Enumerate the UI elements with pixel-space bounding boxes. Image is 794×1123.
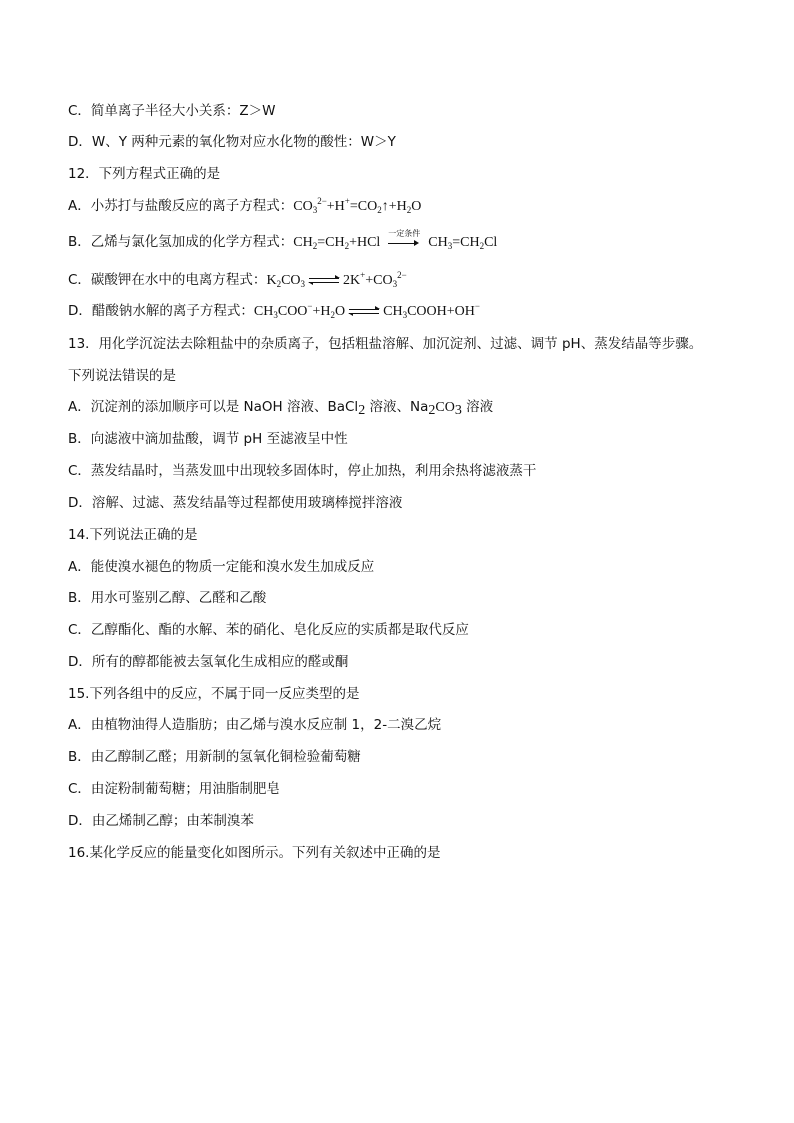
option-b-q13: B．向滤液中滴加盐酸，调节 pH 至滤液呈中性 (68, 431, 348, 447)
option-c-q15: C．由淀粉制葡萄糖；用油脂制肥皂 (68, 781, 280, 797)
question-13-continued: 下列说法错误的是 (68, 368, 176, 384)
question-16: 16.某化学反应的能量变化如图所示。下列有关叙述中正确的是 (68, 845, 441, 861)
option-d-q11: D．W、Y 两种元素的氧化物对应水化物的酸性：W＞Y (68, 134, 396, 150)
option-b-q14: B．用水可鉴别乙醇、乙醛和乙酸 (68, 590, 267, 606)
option-a-q13: A．沉淀剂的添加顺序可以是 NaOH 溶液、BaCl$_2$ 溶液、$Na_2CO_3$ 溶液 (68, 399, 494, 418)
option-b-q15: B．由乙醇制乙醛；用新制的氢氧化铜检验葡萄糖 (68, 749, 361, 765)
option-c-q14: C．乙醇酯化、酯的水解、苯的硝化、皂化反应的实质都是取代反应 (68, 622, 469, 638)
reaction-arrow-icon: 一定条件 (384, 235, 424, 249)
option-a-q15: A．由植物油得人造脂肪；由乙烯与溴水反应制 1，2-二溴乙烷 (68, 717, 442, 733)
option-d-q15: D．由乙烯制乙醇；由苯制溴苯 (68, 813, 254, 829)
equilibrium-arrow-icon (347, 306, 381, 316)
question-14: 14.下列说法正确的是 (68, 527, 198, 543)
option-a-q14: A．能使溴水褪色的物质一定能和溴水发生加成反应 (68, 559, 375, 575)
equilibrium-arrow-icon (307, 275, 341, 285)
option-c-q13: C．蒸发结晶时，当蒸发皿中出现较多固体时，停止加热，利用余热将滤液蒸干 (68, 463, 537, 479)
question-13: 13．用化学沉淀法去除粗盐中的杂质离子，包括粗盐溶解、加沉淀剂、过滤、调节 pH、蒸发结晶等步骤。 (68, 336, 703, 352)
question-15: 15.下列各组中的反应，不属于同一反应类型的是 (68, 686, 360, 702)
option-c-q12: C．碳酸钾在水中的电离方程式：$K_2CO_3$ $2K^++CO_3^{2-}$ (68, 270, 407, 289)
option-d-q14: D．所有的醇都能被去氢氧化生成相应的醛或酮 (68, 654, 349, 670)
option-d-q12: D．醋酸钠水解的离子方程式：$CH_3COO^-+H_2O$ $CH_3COOH+OH^-$ (68, 301, 480, 320)
option-d-q13: D．溶解、过滤、蒸发结晶等过程都使用玻璃棒搅拌溶液 (68, 495, 403, 511)
option-c-q11: C．简单离子半径大小关系：Z＞W (68, 103, 276, 119)
option-b-q12: B．乙烯与氯化氢加成的化学方程式：$CH_2=CH_2+HCl$ 一定条件 $CH_3=CH_2Cl$ (68, 229, 498, 251)
question-12: 12．下列方程式正确的是 (68, 166, 221, 182)
option-a-q12: A．小苏打与盐酸反应的离子方程式：$CO_3^{2-}+H^+=CO_2↑+H_2O$ (68, 196, 422, 215)
